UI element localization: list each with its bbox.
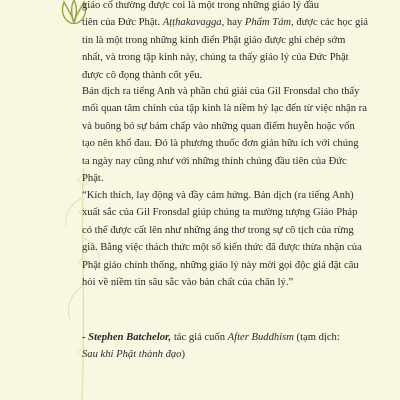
translation-prefix: (tạm dịch: — [293, 332, 340, 343]
intro-line-2-start: tiên của Đức Phật. — [82, 17, 163, 29]
intro-rest: các học giả tin là một trong những kinh điển Phật giáo được ghi chép sớm nhất, và trong tập kinh này, chúng ta thấy giáo lý của Đức Phật được cô đọng thành cốt yếu. — [82, 17, 369, 81]
quote-attribution — [82, 329, 368, 364]
translation-paragraph — [82, 83, 368, 187]
intro-paragraph — [82, 0, 368, 84]
quote-author: - Stephen Batchelor, — [82, 332, 172, 343]
endorsement-quote — [82, 187, 368, 291]
intro-line-2-mid: , hay — [221, 17, 245, 29]
translated-book-title: Sau khi Phật thành đạo — [82, 349, 182, 361]
quote-text: “Kích thích, lay động và đầy cảm hứng. Bản dịch (ra tiếng Anh) xuất sắc của Gil Fronsdal giúp chúng ta mường tượng Giáo Pháp có thể được cất lên như những áng thơ trong sự cô tịch của rừng già. Bằng việc thách thức một số kiến thức đã được thừa nhận của Phật giáo chính thống, những giáo lý này mời gọi độc giả đặt câu hỏi về niềm tin sâu sắc vào bản chất của chân lý.” — [82, 190, 362, 289]
intro-line-2-end: , được — [291, 17, 318, 29]
intro-line-1: giáo cổ thường được coi là một trong những giáo lý đầu — [82, 0, 320, 11]
sutra-title-vn: Phẩm Tám — [244, 17, 292, 29]
sutra-title: Aṭṭhakavagga — [162, 17, 222, 29]
attribution-middle: tác giả cuốn — [171, 332, 228, 343]
translation-text: Bản dịch ra tiếng Anh và phần chú giải của Gil Fronsdal cho thấy mối quan tâm chính của tập kinh là niềm hỷ lạc đến từ việc nhận ra và buông bỏ sự bám chấp vào những quan điểm huyễn hoặc vốn tạo nên khổ đau. Đó là phương thuốc đơn giản hữu ích với chúng ta ngày nay cũng như với những thính chúng đầu tiên của Đức Phật. — [82, 86, 367, 185]
author-book-title: After Buddhism — [227, 332, 294, 343]
translation-suffix: ) — [181, 349, 185, 361]
